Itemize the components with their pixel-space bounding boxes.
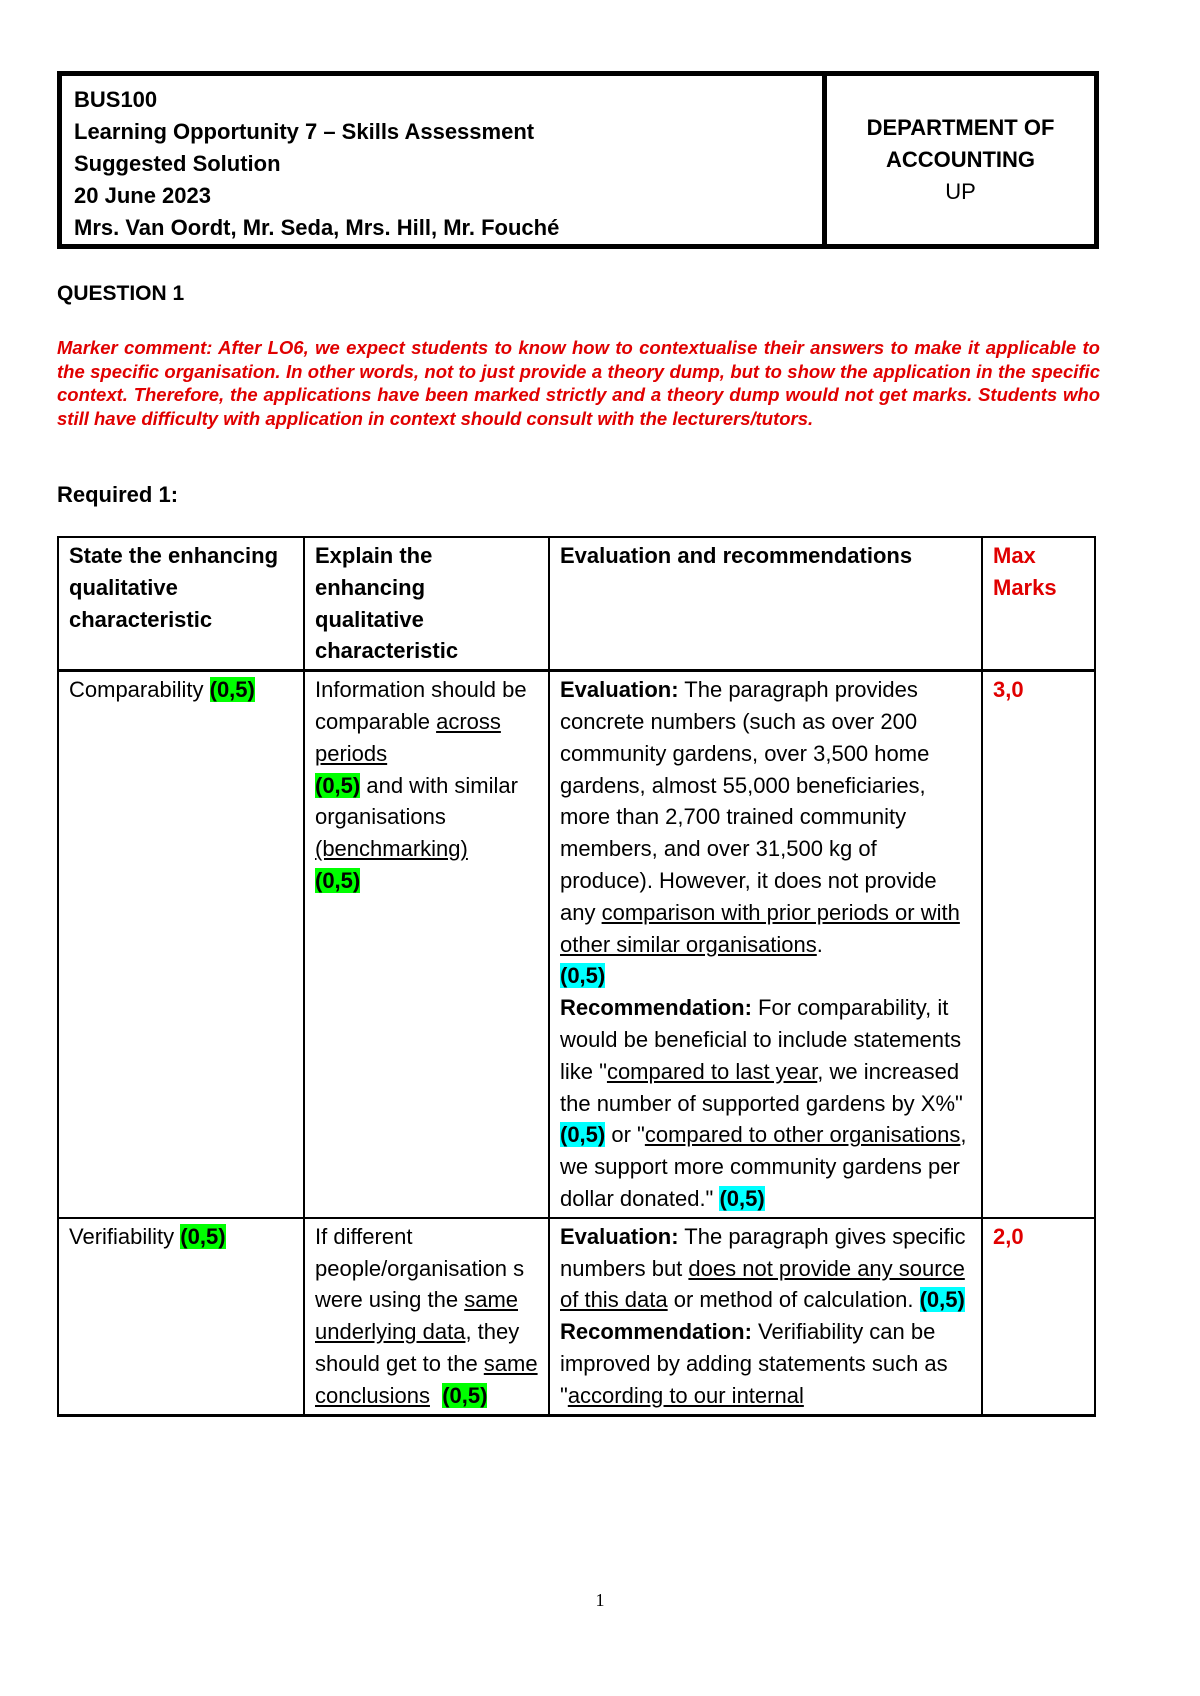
- explanation-key-phrase: same conclusions: [315, 1350, 538, 1408]
- recommendation-key-phrase: compared to last year: [606, 1058, 818, 1084]
- evaluation-key-phrase: does not provide any source of this data: [560, 1255, 965, 1313]
- explanation-key-phrase: across periods: [315, 708, 501, 766]
- recommendation-text: Verifiability can be improved by adding statements such as ": [560, 1319, 948, 1408]
- evaluation-label: Evaluation:: [560, 677, 679, 703]
- recommendation-text: or ": [605, 1122, 645, 1148]
- evaluation-label: Evaluation:: [560, 1223, 679, 1249]
- explanation-text: , they should get to the: [315, 1319, 520, 1376]
- header-department: [827, 76, 1094, 244]
- explanation-cell: [304, 671, 549, 1218]
- header-course-info: [62, 76, 827, 244]
- header-box: [57, 71, 1099, 249]
- characteristic-cell: [58, 1218, 304, 1415]
- recommendation-text: For comparability, it would be beneficial to include statements like ": [560, 995, 962, 1084]
- mark-badge: (0,5): [442, 1382, 488, 1408]
- header-max-marks: Max Marks: [982, 537, 1095, 671]
- explanation-cell: [304, 1218, 549, 1415]
- header-explain-characteristic: Explain the enhancing qualitative characteristic: [304, 537, 549, 671]
- max-marks-cell: 2,0: [982, 1218, 1095, 1415]
- evaluation-text: The paragraph provides concrete numbers (such as over 200 community gardens, over 3,500 home gardens, almost 55,000 beneficiaries, more than 2,700 trained community members, and over 31,500 kg of produce). However, it does not provide any: [560, 677, 937, 925]
- header-state-characteristic: State the enhancing qualitative characteristic: [58, 537, 304, 671]
- evaluation-text: .: [816, 931, 823, 957]
- assessment-date: 20 June 2023: [74, 183, 211, 208]
- explanation-key-phrase: (benchmarking): [315, 836, 468, 862]
- mark-badge: (0,5): [209, 677, 255, 703]
- lecturer-names: Mrs. Van Oordt, Mr. Seda, Mrs. Hill, Mr. Fouché: [74, 215, 560, 240]
- course-code: BUS100: [74, 87, 158, 112]
- recommendation-key-phrase: compared to other organisations: [644, 1122, 961, 1148]
- mark-badge: (0,5): [919, 1287, 965, 1313]
- question-title: QUESTION 1: [57, 282, 185, 305]
- assessment-title: Learning Opportunity 7 – Skills Assessment: [74, 119, 535, 144]
- answer-table: [57, 536, 1096, 1417]
- characteristic-name: Comparability: [69, 677, 204, 703]
- recommendation-label: Recommendation:: [560, 995, 752, 1021]
- evaluation-text: The paragraph gives specific numbers but: [560, 1223, 966, 1281]
- required-title: Required 1:: [57, 482, 179, 507]
- explanation-key-phrase: same underlying data: [315, 1287, 518, 1345]
- table-row: [58, 671, 1095, 1218]
- mark-badge: (0,5): [315, 772, 361, 798]
- explanation-text: Information should be comparable: [315, 677, 527, 734]
- evaluation-key-phrase: comparison with prior periods or with other similar organisations: [560, 899, 960, 957]
- recommendation-text: , we support more community gardens per dollar donated.": [560, 1122, 967, 1211]
- recommendation-label: Recommendation:: [560, 1319, 752, 1345]
- mark-badge: (0,5): [560, 963, 606, 989]
- document-type: Suggested Solution: [74, 151, 281, 176]
- mark-badge: (0,5): [719, 1185, 765, 1211]
- characteristic-name: Verifiability: [69, 1223, 175, 1249]
- evaluation-text: or method of calculation.: [667, 1287, 920, 1313]
- mark-badge: (0,5): [560, 1122, 606, 1148]
- department-line-2: ACCOUNTING: [885, 147, 1036, 172]
- department-line-1: DEPARTMENT OF: [866, 115, 1055, 140]
- table-row: [58, 1218, 1095, 1415]
- institution-name: UP: [945, 179, 976, 204]
- recommendation-key-phrase: according to our internal: [567, 1382, 804, 1408]
- explanation-text: and with similar organisations: [315, 772, 518, 830]
- evaluation-cell: [549, 1218, 982, 1415]
- explanation-text: If different people/organisation s were using the: [315, 1223, 525, 1313]
- recommendation-text: , we increased the number of supported gardens by X%": [560, 1058, 963, 1116]
- page-number: 1: [595, 1590, 605, 1610]
- header-evaluation: Evaluation and recommendations: [549, 537, 982, 671]
- marker-comment: Marker comment: After LO6, we expect students to know how to contextualise their answers to make it applicable to the specific organisation. In other words, not to just provide a theory dump, but to show the application in the specific context. Therefore, the applications have been marked strictly and a theory dump would not get marks. Students who still have difficulty with application in context should consult with the lecturers/tutors.: [57, 337, 1100, 429]
- mark-badge: (0,5): [315, 867, 361, 893]
- evaluation-cell: [549, 671, 982, 1218]
- max-marks-cell: 3,0: [982, 671, 1095, 1218]
- table-header-row: [58, 537, 1095, 671]
- characteristic-cell: [58, 671, 304, 1218]
- mark-badge: (0,5): [180, 1223, 226, 1249]
